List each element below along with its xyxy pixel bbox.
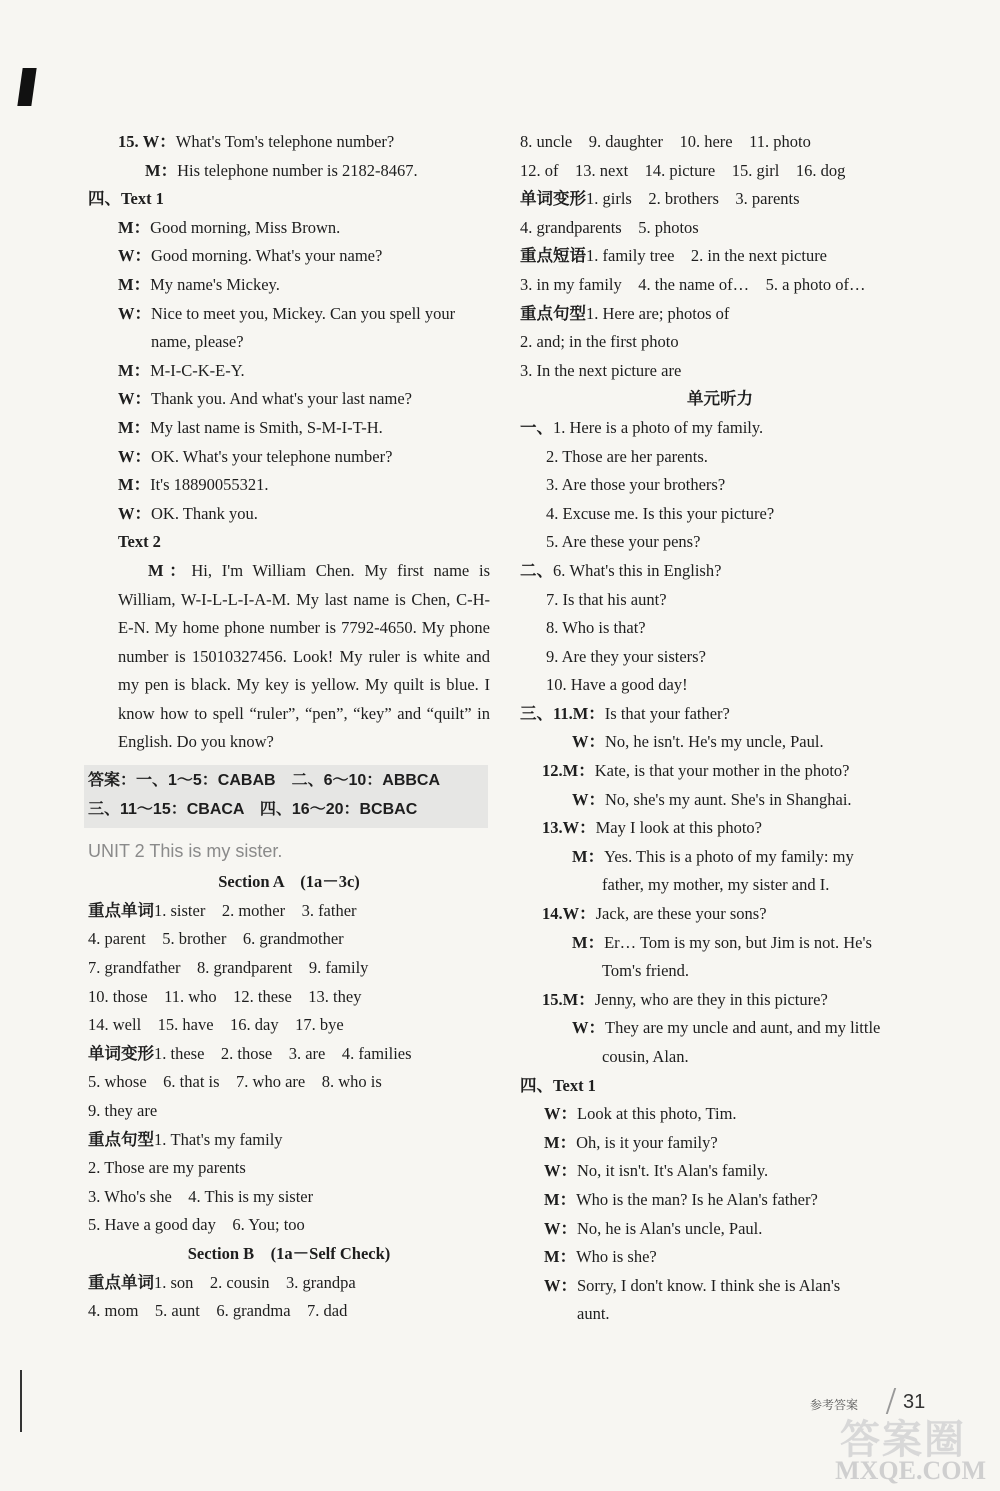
dialogue-text: Oh, is it your family? [576,1132,718,1152]
answer-text: 3. in my family 4. the name of… 5. a photo of… [520,274,866,294]
speaker-label: W： [544,1218,577,1238]
dialogue-text: aunt. [577,1304,610,1324]
dialogue-text: Jenny, who are they in this picture? [594,989,828,1009]
q15-m-line: M：His telephone number is 2182-8467. [145,160,418,180]
listening-dialogue-line [520,814,920,843]
speaker-label: M： [118,475,151,495]
speaker-label: M： [118,360,151,380]
dialogue-text: They are my uncle and aunt, and my little [605,1018,881,1038]
listening-text: 10. Have a good day! [546,675,688,695]
answer-text: 5. Have a good day 6. You; too [88,1215,305,1235]
speaker-label: M： [544,1132,577,1152]
listening-item [520,557,920,586]
speaker-label: W： [118,303,151,323]
right-text1-dialogue [520,1100,920,1329]
answer-text: 1. family tree 2. in the next picture [586,246,828,266]
dialogue-line [88,385,490,414]
answer-text: 4. mom 5. aunt 6. grandma 7. dad [88,1301,348,1321]
dialogue-line [88,471,490,500]
dialogue-line [520,1215,920,1244]
speaker-label: M： [572,846,605,866]
answer-line [88,1040,490,1069]
listening-item [520,414,920,443]
dialogue-text: Who is she? [576,1247,657,1267]
listening-text: 6. What's this in English? [553,560,722,580]
answer-line [88,954,490,983]
dialogue-line [88,500,490,529]
answer-line [88,1097,490,1126]
answer-line [520,185,920,214]
corner-mark [17,68,36,106]
listening-dialogue-line [520,957,920,986]
speaker-label: M： [572,703,605,723]
category-label: 单词变形 [520,189,586,209]
listening-item [520,643,920,672]
speaker-label: W： [544,1161,577,1181]
speaker-label: M： [544,1247,577,1267]
answer-text: 2. Those are my parents [88,1158,246,1178]
margin-rule [20,1370,22,1432]
dialogue-line [520,1129,920,1158]
listening-item [520,671,920,700]
answer-line [88,1126,490,1155]
answer-text: 7. grandfather 8. grandparent 9. family [88,958,369,978]
dialogue-text: name, please? [151,332,244,352]
listening-dialogue-line [520,900,920,929]
listening-dialogue-line [520,871,920,900]
listening-item [520,500,920,529]
item-number: 13. [542,818,563,838]
speaker-label: M： [544,1189,577,1209]
answer-line [520,300,920,329]
answer-text: 2. and; in the first photo [520,332,679,352]
listening-section-1 [520,414,920,557]
dialogue-text: M-I-C-K-E-Y. [150,360,245,380]
speaker-label: W： [544,1275,577,1295]
dialogue-line [88,357,490,386]
text1-dialogue [88,214,490,529]
listening-text: 3. Are those your brothers? [546,475,726,495]
section-label: 二、 [520,560,553,580]
item-number: 15. [542,989,563,1009]
listening-dialogue-line [520,929,920,958]
dialogue-text: My last name is Smith, S-M-I-T-H. [150,417,383,437]
speaker-label: W： [572,732,605,752]
dialogue-text: No, he isn't. He's my uncle, Paul. [605,732,824,752]
watermark-logo: 答案圈 [840,1417,966,1462]
answer-text: 5. whose 6. that is 7. who are 8. who is [88,1072,382,1092]
dialogue-line [88,300,490,329]
item-number: 14. [542,904,563,924]
dialogue-text: No, he is Alan's uncle, Paul. [577,1218,763,1238]
section-label: 一、 [520,417,553,437]
answer-text: 10. those 11. who 12. these 13. they [88,986,362,1006]
dialogue-text: Good morning, Miss Brown. [150,217,341,237]
listening-item [520,528,920,557]
item-number: 12. [542,761,563,781]
speaker-label: M： [562,989,595,1009]
dialogue-text: My name's Mickey. [150,274,280,294]
listening-title: 单元听力 [687,389,753,409]
left-column [88,128,490,1326]
category-label: 重点句型 [88,1129,154,1149]
dialogue-line [520,1272,920,1301]
speaker-label: M： [118,417,151,437]
dialogue-text: Yes. This is a photo of my family: my [604,846,854,866]
answer-text: 1. sister 2. mother 3. father [154,900,357,920]
dialogue-text: Er… Tom is my son, but Jim is not. He's [604,932,872,952]
answer-text: 1. these 2. those 3. are 4. families [154,1043,412,1063]
answer-line [88,983,490,1012]
speaker-label: W： [118,446,151,466]
section-a-lines [88,897,490,1240]
answer-text: 3. Who's she 4. This is my sister [88,1186,314,1206]
category-label: 重点单词 [88,1272,154,1292]
answer-text: 1. That's my family [154,1129,283,1149]
listening-dialogue-line [520,700,920,729]
answer-text: 4. grandparents 5. photos [520,217,699,237]
footer-label: 参考答案 [810,1398,859,1412]
dialogue-text: Sorry, I don't know. I think she is Alan's [577,1275,841,1295]
text2-title: Text 2 [118,532,161,552]
dialogue-text: Who is the man? Is he Alan's father? [576,1189,818,1209]
listening-text: 1. Here is a photo of my family. [553,417,764,437]
answer-line [520,242,920,271]
text2-body: M：Hi, I'm William Chen. My first name is William, W-I-L-L-I-A-M. My last name is Chen, C-H-E-N. My home phone number is 7792-4650. My phone number is 15010327456. Look! My ruler is white and my pen is black. My key is yellow. My quilt is blue. I know how to spell “ruler”, “pen”, “key” and “quilt” in English. Do you know? [118,560,490,752]
answer-line [88,897,490,926]
dialogue-text: Tom's friend. [602,961,690,981]
answers-line-2: 三、11～15：CBACA 四、16～20：BCBAC [88,800,418,818]
answer-text: 1. girls 2. brothers 3. parents [586,189,800,209]
speaker-label: W： [562,904,596,924]
category-label: 单词变形 [88,1043,154,1063]
answers-line-1: 答案：一、1～5：CABAB 二、6～10：ABBCA [88,772,441,790]
section-b-title: Section B (1a－Self Check) [187,1243,391,1263]
category-label: 重点句型 [520,303,586,323]
listening-item [520,614,920,643]
listening-section-3 [520,700,920,1072]
answer-text: 1. Here are; photos of [586,303,730,323]
right-vocab-lines [520,128,920,385]
section-label: 三、 [520,703,553,723]
answer-line [520,271,920,300]
answer-line [88,1068,490,1097]
dialogue-text: Nice to meet you, Mickey. Can you spell your [151,303,456,323]
dialogue-text: It's 18890055321. [150,475,269,495]
category-label: 重点单词 [88,900,154,920]
speaker-label: W： [572,1018,605,1038]
listening-text: 9. Are they your sisters? [546,646,706,666]
item-number: 11. [553,703,573,723]
dialogue-text: OK. What's your telephone number? [151,446,393,466]
dialogue-line [520,1243,920,1272]
dialogue-text: OK. Thank you. [151,503,258,523]
right-column [520,128,920,1329]
dialogue-text: No, it isn't. It's Alan's family. [577,1161,769,1181]
category-label: 重点短语 [520,246,586,266]
listening-dialogue-line [520,728,920,757]
answer-line [520,214,920,243]
answer-line [88,925,490,954]
listening-dialogue-line [520,843,920,872]
right-section-4-title: 四、Text 1 [520,1075,596,1095]
speaker-label: M： [562,761,595,781]
speaker-label: M： [118,274,151,294]
answer-line [88,1297,490,1326]
listening-text: 2. Those are her parents. [546,446,708,466]
answer-line [88,1154,490,1183]
speaker-label: M： [118,217,151,237]
dialogue-line [88,414,490,443]
listening-dialogue-line [520,1043,920,1072]
answer-line [88,1211,490,1240]
section-a-title: Section A (1a－3c) [218,872,360,892]
answer-text: 1. son 2. cousin 3. grandpa [154,1272,356,1292]
dialogue-line [88,271,490,300]
dialogue-text: father, my mother, my sister and I. [602,875,830,895]
listening-dialogue-line [520,757,920,786]
answer-line [88,1011,490,1040]
dialogue-text: Kate, is that your mother in the photo? [594,761,850,781]
answer-text: 3. In the next picture are [520,360,682,380]
listening-text: 8. Who is that? [546,618,646,638]
answer-line [520,128,920,157]
watermark-site: MXQE.COM [835,1456,986,1485]
speaker-label: W： [572,789,605,809]
answer-text: 4. parent 5. brother 6. grandmother [88,929,344,949]
dialogue-line [88,443,490,472]
unit-title: UNIT 2 This is my sister. [88,841,283,862]
dialogue-line [520,1100,920,1129]
answer-text: 12. of 13. next 14. picture 15. girl 16. dog [520,160,846,180]
answer-text: 8. uncle 9. daughter 10. here 11. photo [520,132,811,151]
listening-dialogue-line [520,986,920,1015]
dialogue-line [520,1157,920,1186]
speaker-label: W： [118,503,151,523]
dialogue-text: cousin, Alan. [602,1047,689,1066]
speaker-label: W： [562,818,596,838]
section-4-title: 四、Text 1 [88,189,164,209]
dialogue-line [88,214,490,243]
section-b-lines [88,1269,490,1326]
dialogue-line [88,242,490,271]
answer-text: 9. they are [88,1101,158,1120]
listening-item [520,443,920,472]
dialogue-text: No, she's my aunt. She's in Shanghai. [605,789,852,809]
speaker-label: W： [118,246,151,266]
answer-line [520,157,920,186]
answer-line [88,1269,490,1298]
dialogue-text: Good morning. What's your name? [151,246,383,266]
dialogue-text: Jack, are these your sons? [595,904,767,924]
dialogue-line [520,1186,920,1215]
page-number: 31 [903,1391,926,1413]
dialogue-text: Is that your father? [604,703,730,723]
speaker-label: M： [572,932,605,952]
listening-item [520,471,920,500]
answer-box [84,765,488,828]
listening-section-2 [520,557,920,700]
dialogue-text: May I look at this photo? [595,818,762,838]
dialogue-text: Look at this photo, Tim. [577,1104,737,1124]
dialogue-text: Thank you. And what's your last name? [151,389,412,409]
dialogue-line [88,328,490,357]
answer-line [520,357,920,386]
dialogue-line [520,1300,920,1329]
speaker-label: W： [544,1104,577,1124]
speaker-label: W： [118,389,151,409]
listening-text: 7. Is that his aunt? [546,589,667,609]
answer-line [88,1183,490,1212]
answer-text: 14. well 15. have 16. day 17. bye [88,1015,344,1035]
answer-line [520,328,920,357]
listening-dialogue-line [520,1014,920,1043]
listening-item [520,586,920,615]
listening-text: 5. Are these your pens? [546,532,701,552]
listening-dialogue-line [520,786,920,815]
q15-w-line: 15. W：What's Tom's telephone number? [118,132,395,151]
listening-text: 4. Excuse me. Is this your picture? [546,503,775,523]
